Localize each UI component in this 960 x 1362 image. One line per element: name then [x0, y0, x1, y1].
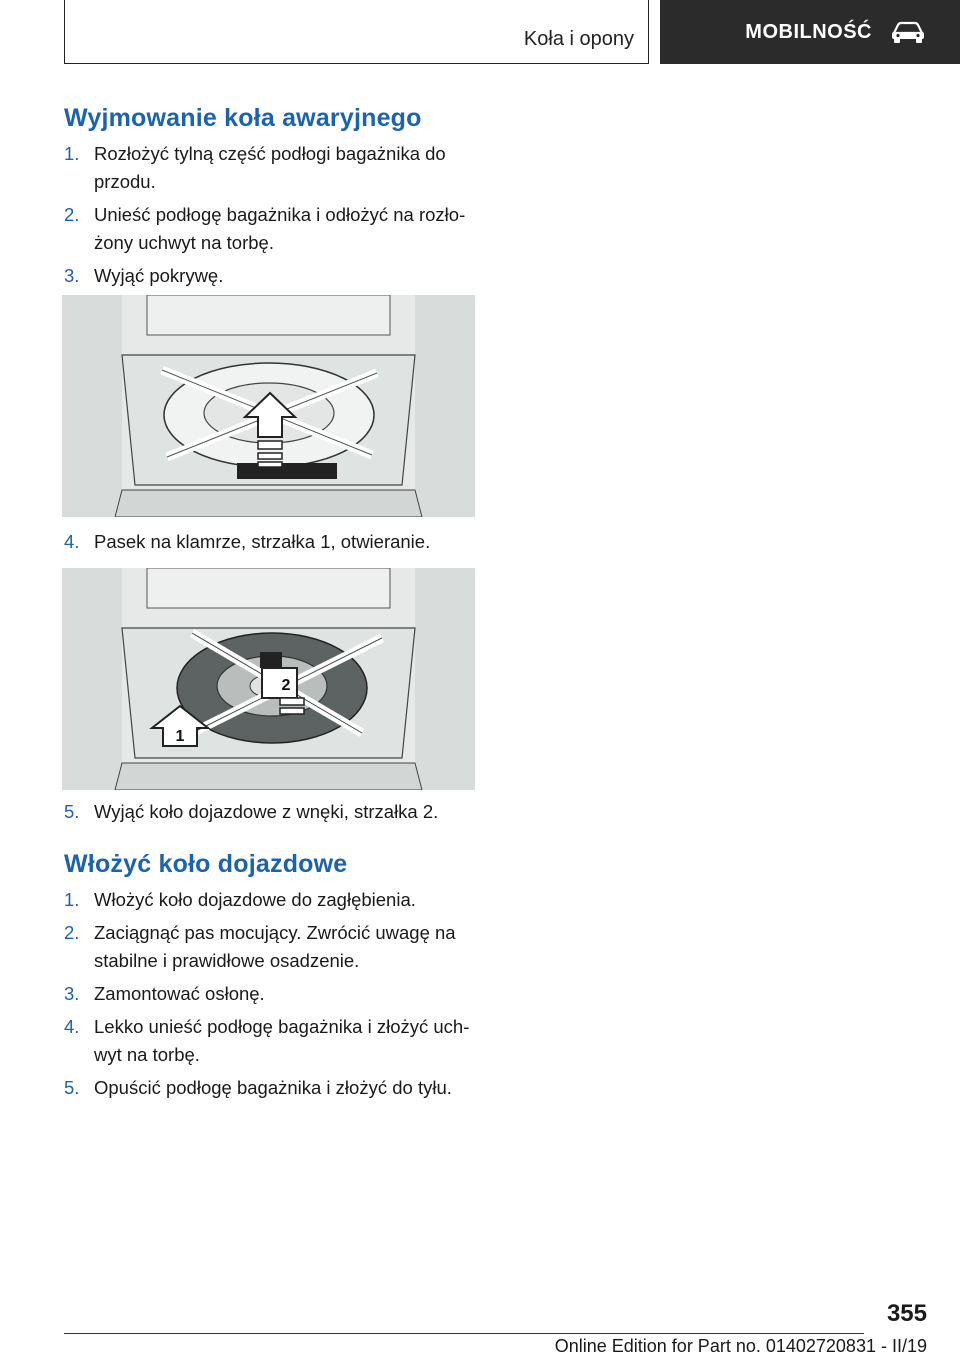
list-item	[64, 1074, 479, 1102]
header-frame	[64, 0, 649, 64]
step-text: Pasek na klamrze, strzałka 1, otwieranie.	[94, 531, 431, 552]
step-number: 4.	[64, 1016, 80, 1037]
step-text: Rozłożyć tylną część podłogi bagażnika do	[94, 143, 446, 164]
footer-edition: Online Edition for Part no. 01402720831 - II/19	[554, 1336, 927, 1356]
step-number: 1.	[64, 889, 80, 910]
step-text: przodu.	[94, 171, 156, 192]
step-text: żony uchwyt na torbę.	[94, 232, 274, 253]
step-text: Unieść podłogę bagażnika i odłożyć na rozło-	[94, 204, 466, 225]
list-item	[64, 528, 479, 556]
footer-divider	[64, 1333, 864, 1334]
step-number: 2.	[64, 922, 80, 943]
step-number: 1.	[64, 143, 80, 164]
spare-wheel-illustration	[62, 568, 475, 790]
header-chapter-label: MOBILNOŚĆ	[745, 20, 872, 43]
step-number: 5.	[64, 1077, 80, 1098]
section-title-remove-spare: Wyjmowanie koła awaryjnego	[64, 104, 422, 132]
list-item	[64, 886, 479, 914]
section-title-insert-spare: Włożyć koło dojazdowe	[64, 850, 348, 878]
car-icon	[890, 20, 926, 44]
arrow-2-label: 2	[281, 677, 291, 694]
step-number: 2.	[64, 204, 80, 225]
list-item	[64, 919, 479, 975]
figure-spare-wheel-strap	[62, 568, 475, 790]
header-section-title: Koła i opony	[523, 28, 634, 50]
step-number: 3.	[64, 265, 80, 286]
step-text: Wyjąć pokrywę.	[94, 265, 224, 286]
arrow-1-label: 1	[175, 728, 185, 745]
page-number: 355	[886, 1300, 927, 1327]
step-text: Zaciągnąć pas mocujący. Zwrócić uwagę na	[94, 922, 456, 943]
step-number: 4.	[64, 531, 80, 552]
step-text: Lekko unieść podłogę bagażnika i złożyć uch-	[94, 1016, 470, 1037]
list-item	[64, 798, 479, 826]
step-number: 3.	[64, 983, 80, 1004]
steps-insert	[64, 886, 479, 1107]
list-item	[64, 980, 479, 1008]
step-text: Zamontować osłonę.	[94, 983, 265, 1004]
step-number: 5.	[64, 801, 80, 822]
list-item	[64, 140, 479, 196]
steps-remove-b	[64, 528, 479, 561]
trunk-cover-illustration	[62, 295, 475, 517]
step-text: Wyjąć koło dojazdowe z wnęki, strzałka 2.	[94, 801, 439, 822]
step-text: stabilne i prawidłowe osadzenie.	[94, 950, 360, 971]
header-chapter-tab	[660, 0, 960, 64]
list-item	[64, 201, 479, 257]
steps-remove-a	[64, 140, 479, 295]
step-text: Opuścić podłogę bagażnika i złożyć do tyłu.	[94, 1077, 452, 1098]
list-item	[64, 1013, 479, 1069]
step-text: Włożyć koło dojazdowe do zagłębienia.	[94, 889, 416, 910]
figure-trunk-cover	[62, 295, 475, 517]
list-item	[64, 262, 479, 290]
step-text: wyt na torbę.	[94, 1044, 200, 1065]
steps-remove-c	[64, 798, 479, 831]
